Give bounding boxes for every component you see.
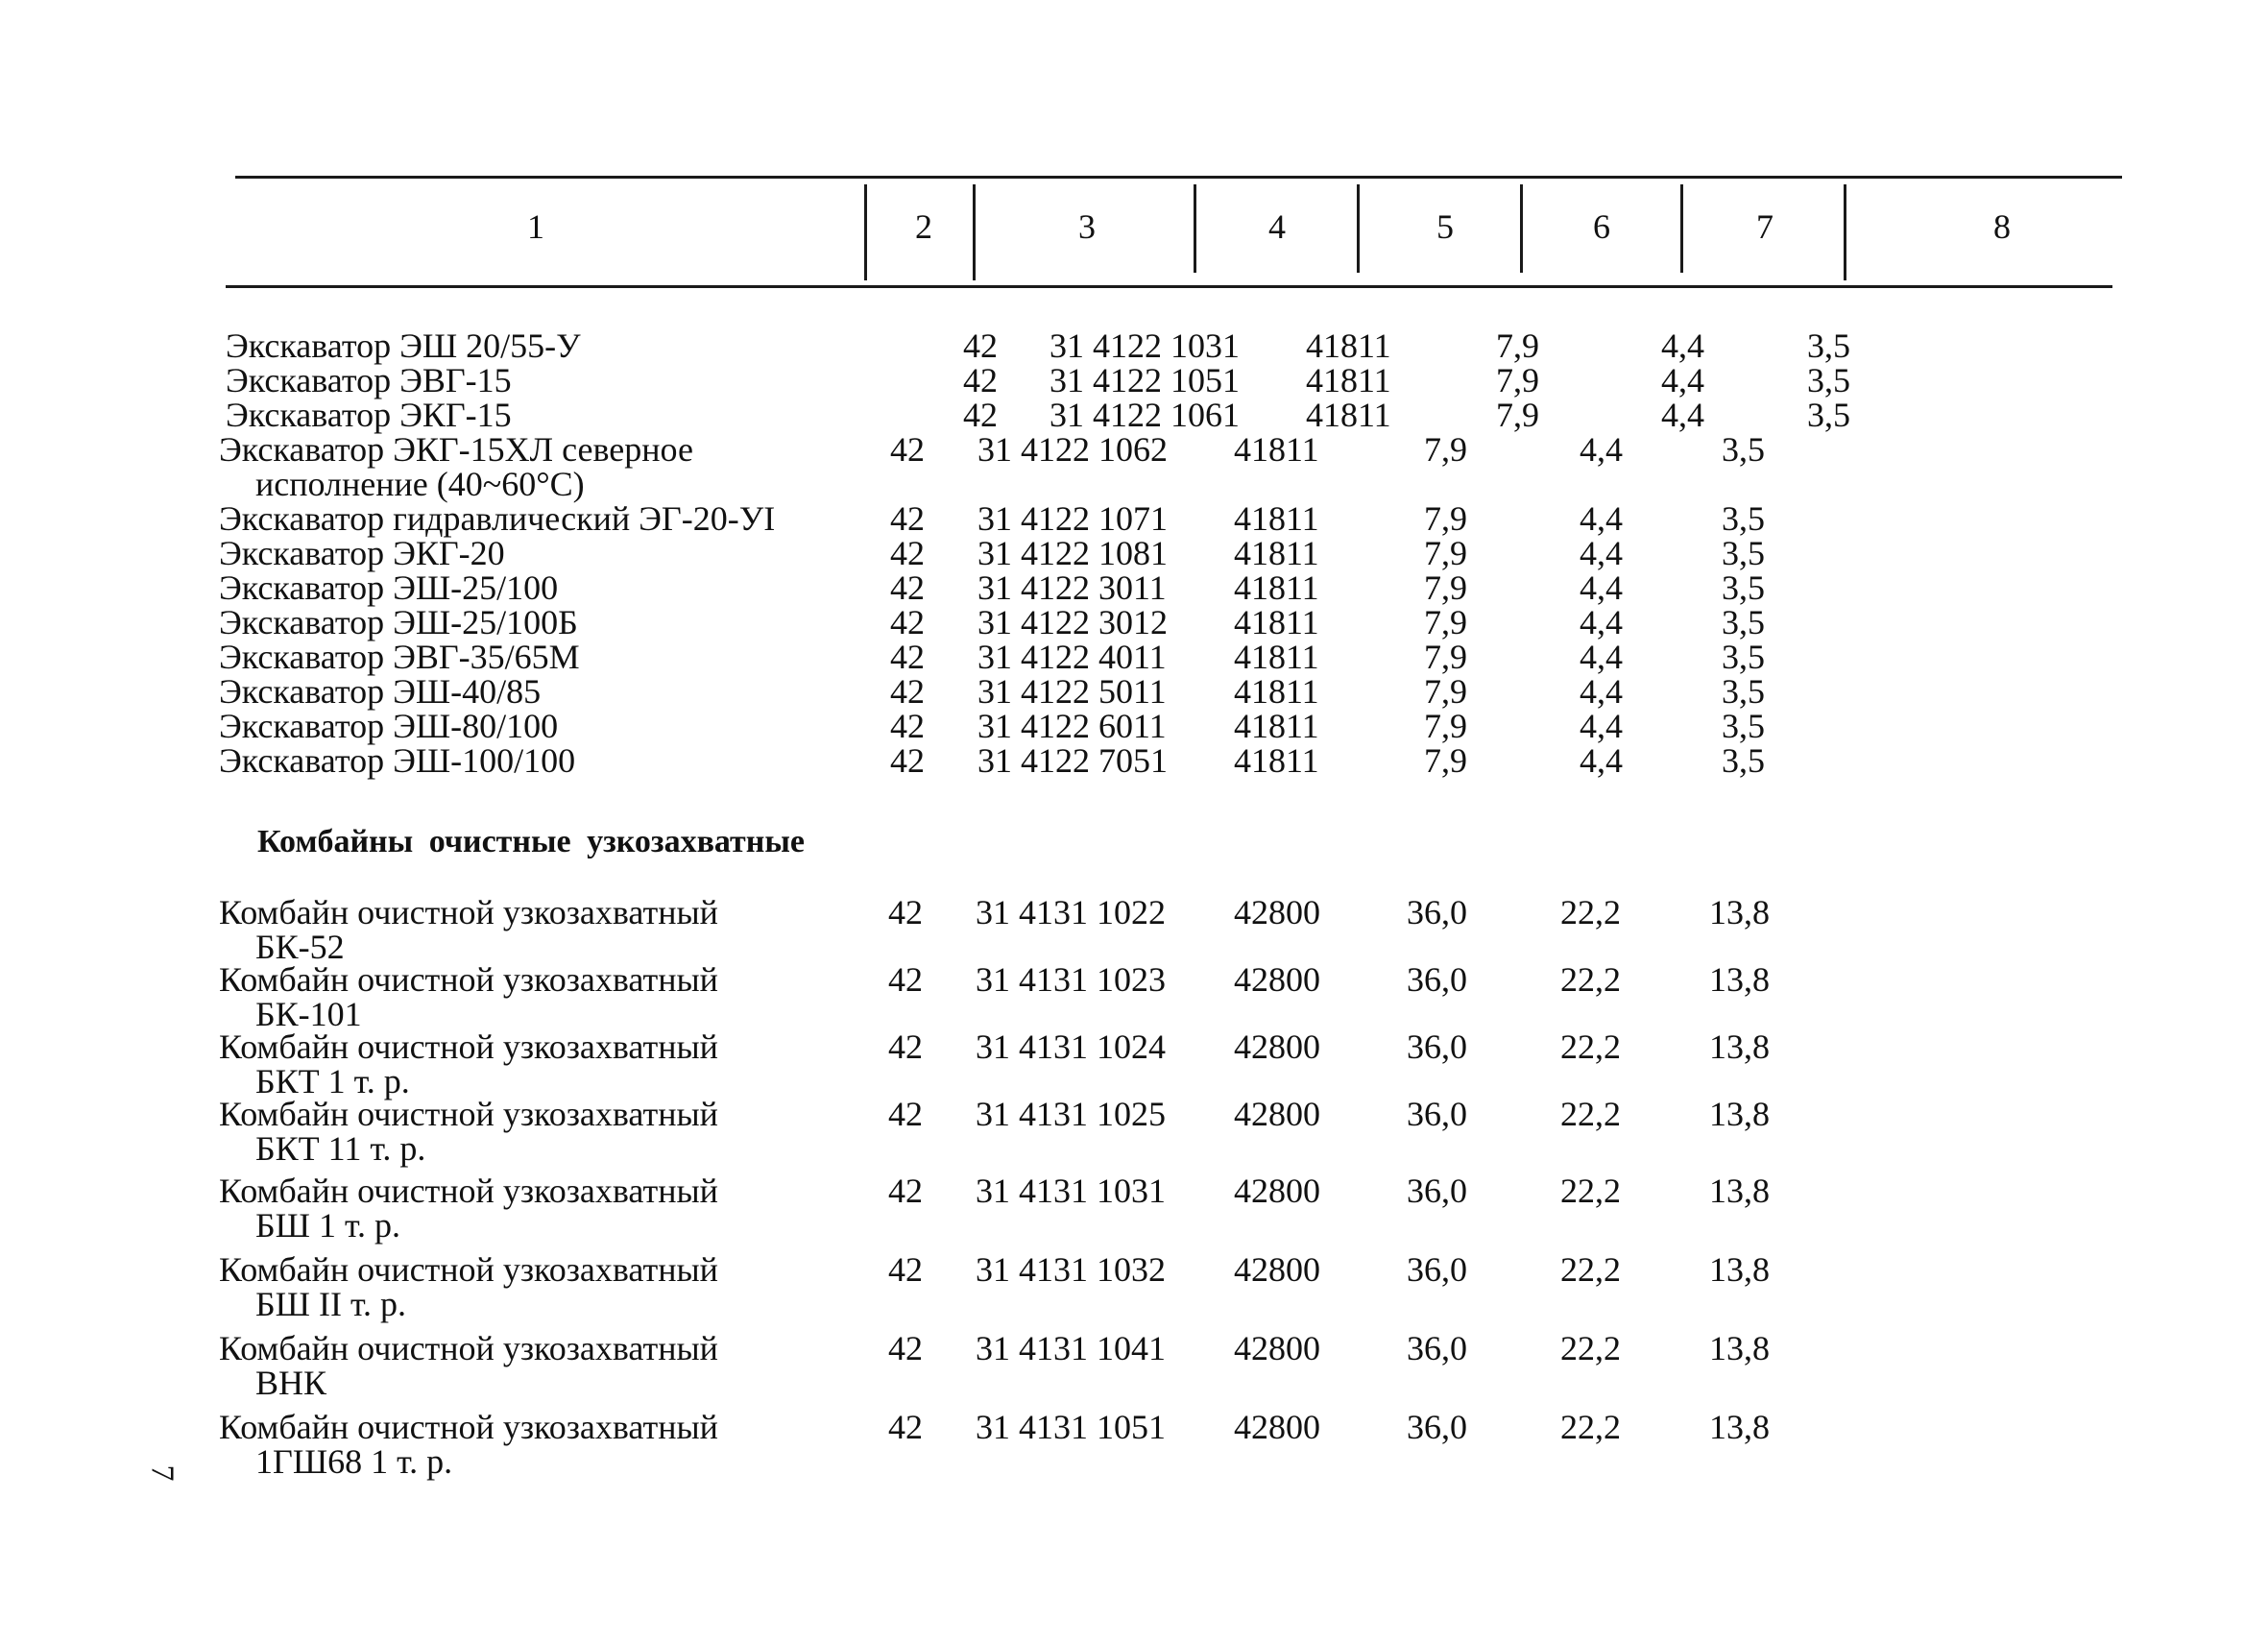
cell-col-3: 31 4122 4011 xyxy=(977,638,1167,676)
header-separator xyxy=(864,184,867,280)
cell-col-6: 22,2 xyxy=(1560,960,1621,999)
cell-col-2: 42 xyxy=(890,430,925,469)
cell-col-3: 31 4122 1031 xyxy=(1050,326,1240,365)
cell-col-2: 42 xyxy=(963,396,998,434)
cell-col-4: 42800 xyxy=(1234,1408,1320,1446)
cell-col-6: 22,2 xyxy=(1560,1028,1621,1066)
column-header-8: 8 xyxy=(1993,207,2011,246)
cell-col-2: 42 xyxy=(890,568,925,607)
cell-col-7: 3,5 xyxy=(1722,638,1765,676)
cell-col-4: 41811 xyxy=(1234,741,1319,780)
item-name-continuation: БШ II т. р. xyxy=(255,1285,406,1323)
cell-col-5: 36,0 xyxy=(1407,1408,1467,1446)
item-name xyxy=(219,605,578,640)
cell-col-7: 13,8 xyxy=(1709,1329,1770,1367)
cell-col-7: 13,8 xyxy=(1709,1250,1770,1289)
cell-col-2: 42 xyxy=(888,960,923,999)
column-header-5: 5 xyxy=(1436,207,1454,246)
item-name xyxy=(219,1029,718,1099)
item-name-continuation: БКТ 11 т. р. xyxy=(255,1129,426,1168)
cell-col-4: 41811 xyxy=(1234,534,1319,572)
item-name-line: Комбайн очистной узкозахватный xyxy=(219,1095,718,1133)
cell-col-2: 42 xyxy=(888,893,923,931)
header-separator xyxy=(1194,184,1196,273)
cell-col-6: 4,4 xyxy=(1580,638,1623,676)
item-name xyxy=(219,570,558,605)
cell-col-7: 13,8 xyxy=(1709,1408,1770,1446)
cell-col-2: 42 xyxy=(888,1028,923,1066)
cell-col-7: 13,8 xyxy=(1709,1028,1770,1066)
cell-col-2: 42 xyxy=(888,1172,923,1210)
item-name-continuation: БШ 1 т. р. xyxy=(255,1206,401,1245)
header-separator xyxy=(1357,184,1360,273)
cell-col-4: 41811 xyxy=(1306,326,1391,365)
cell-col-7: 13,8 xyxy=(1709,960,1770,999)
cell-col-6: 4,4 xyxy=(1580,707,1623,745)
item-name-line: Экскаватор ЭШ-100/100 xyxy=(219,741,576,780)
cell-col-5: 7,9 xyxy=(1424,534,1467,572)
column-header-3: 3 xyxy=(1078,207,1096,246)
item-name-line: Комбайн очистной узкозахватный xyxy=(219,1408,718,1446)
item-name xyxy=(219,1331,718,1400)
column-header-1: 1 xyxy=(527,207,544,246)
cell-col-3: 31 4131 1022 xyxy=(976,893,1166,931)
item-name xyxy=(219,1252,718,1321)
cell-col-6: 4,4 xyxy=(1661,396,1704,434)
cell-col-5: 36,0 xyxy=(1407,1329,1467,1367)
item-name-continuation: БКТ 1 т. р. xyxy=(255,1062,410,1100)
cell-col-3: 31 4122 3012 xyxy=(977,603,1168,641)
item-name xyxy=(219,536,505,570)
cell-col-7: 3,5 xyxy=(1722,672,1765,711)
cell-col-6: 4,4 xyxy=(1580,672,1623,711)
item-name-line: Экскаватор ЭШ-25/100Б xyxy=(219,603,578,641)
cell-col-2: 42 xyxy=(890,499,925,538)
cell-col-7: 3,5 xyxy=(1722,568,1765,607)
cell-col-5: 7,9 xyxy=(1424,603,1467,641)
item-name xyxy=(219,895,718,964)
item-name-line: Экскаватор ЭВГ-35/65М xyxy=(219,638,580,676)
cell-col-2: 42 xyxy=(888,1095,923,1133)
cell-col-3: 31 4131 1025 xyxy=(976,1095,1166,1133)
cell-col-3: 31 4122 1051 xyxy=(1050,361,1240,399)
cell-col-4: 41811 xyxy=(1306,396,1391,434)
item-name-line: Экскаватор ЭКГ-15 xyxy=(226,396,512,434)
cell-col-5: 7,9 xyxy=(1424,672,1467,711)
cell-col-6: 4,4 xyxy=(1580,430,1623,469)
item-name xyxy=(219,640,580,674)
cell-col-4: 42800 xyxy=(1234,893,1320,931)
cell-col-4: 41811 xyxy=(1234,430,1319,469)
item-name xyxy=(226,398,512,432)
cell-col-2: 42 xyxy=(888,1408,923,1446)
cell-col-5: 36,0 xyxy=(1407,1095,1467,1133)
cell-col-5: 7,9 xyxy=(1424,430,1467,469)
cell-col-4: 42800 xyxy=(1234,1329,1320,1367)
cell-col-5: 7,9 xyxy=(1424,638,1467,676)
cell-col-4: 41811 xyxy=(1306,361,1391,399)
column-header-2: 2 xyxy=(915,207,932,246)
item-name xyxy=(219,674,541,709)
item-name xyxy=(219,1097,718,1166)
cell-col-6: 4,4 xyxy=(1580,568,1623,607)
item-name-line: Экскаватор гидравлический ЭГ-20-УI xyxy=(219,499,776,538)
header-separator xyxy=(1680,184,1683,273)
cell-col-4: 42800 xyxy=(1234,960,1320,999)
cell-col-3: 31 4122 3011 xyxy=(977,568,1167,607)
cell-col-4: 42800 xyxy=(1234,1172,1320,1210)
cell-col-3: 31 4122 6011 xyxy=(977,707,1167,745)
item-name-line: Комбайн очистной узкозахватный xyxy=(219,1329,718,1367)
cell-col-7: 3,5 xyxy=(1722,603,1765,641)
cell-col-2: 42 xyxy=(963,361,998,399)
header-separator xyxy=(1844,184,1846,280)
header-top-rule xyxy=(235,176,2122,179)
cell-col-4: 41811 xyxy=(1234,568,1319,607)
item-name xyxy=(226,363,512,398)
cell-col-5: 7,9 xyxy=(1424,568,1467,607)
cell-col-3: 31 4131 1041 xyxy=(976,1329,1166,1367)
cell-col-3: 31 4131 1031 xyxy=(976,1172,1166,1210)
header-separator xyxy=(1520,184,1523,273)
cell-col-6: 4,4 xyxy=(1661,361,1704,399)
cell-col-6: 22,2 xyxy=(1560,1172,1621,1210)
cell-col-5: 36,0 xyxy=(1407,1250,1467,1289)
cell-col-2: 42 xyxy=(888,1329,923,1367)
cell-col-7: 3,5 xyxy=(1722,707,1765,745)
item-name-line: Экскаватор ЭКГ-15ХЛ северное xyxy=(219,430,693,469)
item-name-line: Экскаватор ЭШ 20/55-У xyxy=(226,326,581,365)
cell-col-6: 22,2 xyxy=(1560,1250,1621,1289)
item-name-line: Комбайн очистной узкозахватный xyxy=(219,1250,718,1289)
cell-col-4: 41811 xyxy=(1234,603,1319,641)
item-name-line: Комбайн очистной узкозахватный xyxy=(219,893,718,931)
cell-col-6: 22,2 xyxy=(1560,1329,1621,1367)
cell-col-3: 31 4122 5011 xyxy=(977,672,1167,711)
header-separator xyxy=(973,184,976,280)
cell-col-2: 42 xyxy=(890,672,925,711)
cell-col-7: 3,5 xyxy=(1807,396,1850,434)
cell-col-3: 31 4122 1062 xyxy=(977,430,1168,469)
cell-col-5: 7,9 xyxy=(1496,396,1539,434)
cell-col-7: 3,5 xyxy=(1807,326,1850,365)
cell-col-2: 42 xyxy=(890,741,925,780)
cell-col-3: 31 4122 1061 xyxy=(1050,396,1240,434)
item-name xyxy=(219,432,693,501)
item-name-line: Комбайн очистной узкозахватный xyxy=(219,1028,718,1066)
item-name xyxy=(219,709,558,743)
item-name xyxy=(219,501,775,536)
section-heading: Комбайны очистные узкозахватные xyxy=(257,824,805,859)
cell-col-4: 42800 xyxy=(1234,1095,1320,1133)
item-name-line: Экскаватор ЭШ-80/100 xyxy=(219,707,559,745)
cell-col-4: 42800 xyxy=(1234,1250,1320,1289)
cell-col-6: 4,4 xyxy=(1580,499,1623,538)
cell-col-3: 31 4131 1032 xyxy=(976,1250,1166,1289)
cell-col-7: 3,5 xyxy=(1722,499,1765,538)
cell-col-4: 41811 xyxy=(1234,707,1319,745)
cell-col-3: 31 4131 1023 xyxy=(976,960,1166,999)
item-name xyxy=(219,1173,718,1243)
item-name xyxy=(219,1410,718,1479)
item-name-line: Комбайн очистной узкозахватный xyxy=(219,1172,718,1210)
cell-col-3: 31 4131 1051 xyxy=(976,1408,1166,1446)
cell-col-7: 3,5 xyxy=(1722,741,1765,780)
cell-col-4: 41811 xyxy=(1234,672,1319,711)
column-header-4: 4 xyxy=(1268,207,1286,246)
cell-col-5: 36,0 xyxy=(1407,960,1467,999)
item-name xyxy=(226,328,581,363)
cell-col-4: 41811 xyxy=(1234,499,1319,538)
cell-col-3: 31 4122 1081 xyxy=(977,534,1168,572)
item-name-continuation: ВНК xyxy=(255,1364,327,1402)
cell-col-6: 4,4 xyxy=(1661,326,1704,365)
cell-col-6: 4,4 xyxy=(1580,534,1623,572)
item-name-line: Экскаватор ЭШ-25/100 xyxy=(219,568,559,607)
item-name-line: Экскаватор ЭКГ-20 xyxy=(219,534,505,572)
cell-col-4: 41811 xyxy=(1234,638,1319,676)
cell-col-2: 42 xyxy=(890,638,925,676)
cell-col-5: 7,9 xyxy=(1424,741,1467,780)
cell-col-3: 31 4122 1071 xyxy=(977,499,1168,538)
cell-col-7: 13,8 xyxy=(1709,1095,1770,1133)
cell-col-2: 42 xyxy=(963,326,998,365)
cell-col-6: 22,2 xyxy=(1560,1095,1621,1133)
cell-col-3: 31 4131 1024 xyxy=(976,1028,1166,1066)
header-bottom-rule xyxy=(226,285,2112,288)
cell-col-6: 4,4 xyxy=(1580,603,1623,641)
item-name-continuation: 1ГШ68 1 т. р. xyxy=(255,1442,453,1481)
cell-col-6: 22,2 xyxy=(1560,1408,1621,1446)
cell-col-7: 13,8 xyxy=(1709,1172,1770,1210)
cell-col-4: 42800 xyxy=(1234,1028,1320,1066)
item-name-continuation: БК-101 xyxy=(255,995,362,1033)
cell-col-5: 7,9 xyxy=(1496,326,1539,365)
cell-col-6: 22,2 xyxy=(1560,893,1621,931)
cell-col-5: 7,9 xyxy=(1424,707,1467,745)
column-header-7: 7 xyxy=(1756,207,1773,246)
cell-col-7: 3,5 xyxy=(1722,430,1765,469)
cell-col-2: 42 xyxy=(890,707,925,745)
cell-col-2: 42 xyxy=(888,1250,923,1289)
cell-col-5: 36,0 xyxy=(1407,893,1467,931)
cell-col-5: 7,9 xyxy=(1424,499,1467,538)
cell-col-5: 36,0 xyxy=(1407,1028,1467,1066)
cell-col-5: 7,9 xyxy=(1496,361,1539,399)
column-header-6: 6 xyxy=(1593,207,1610,246)
cell-col-7: 3,5 xyxy=(1807,361,1850,399)
page-number: 7 xyxy=(144,1464,181,1482)
cell-col-7: 13,8 xyxy=(1709,893,1770,931)
item-name-continuation: БК-52 xyxy=(255,928,345,966)
item-name-continuation: исполнение (40~60°С) xyxy=(255,465,585,503)
item-name xyxy=(219,743,575,778)
cell-col-2: 42 xyxy=(890,534,925,572)
item-name-line: Экскаватор ЭШ-40/85 xyxy=(219,672,542,711)
item-name-line: Экскаватор ЭВГ-15 xyxy=(226,361,512,399)
cell-col-3: 31 4122 7051 xyxy=(977,741,1168,780)
cell-col-5: 36,0 xyxy=(1407,1172,1467,1210)
cell-col-7: 3,5 xyxy=(1722,534,1765,572)
item-name xyxy=(219,962,718,1031)
cell-col-6: 4,4 xyxy=(1580,741,1623,780)
cell-col-2: 42 xyxy=(890,603,925,641)
item-name-line: Комбайн очистной узкозахватный xyxy=(219,960,718,999)
